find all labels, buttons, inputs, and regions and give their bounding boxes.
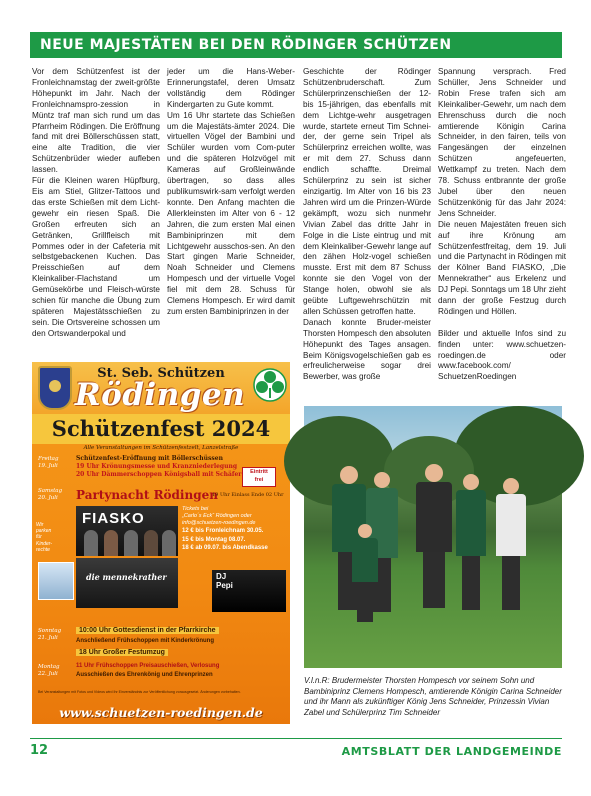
royalty-group-photo	[304, 406, 562, 668]
article-column-4: Spannung versprach. Fred Schüller, Jens Schneider und Robin Frese trafen sich am Kleinkaliber-Gewehr, um nach dem Ehrenschuss durch die noch amtierende Königin Carina Schneider, in den fairen, teils von Fangesängen der einzelnen Schützen angefeuerten, Wettkampf zu treten. Nach dem 78. Schuss entbrannte der große Jubel über den neuen Schützenkönig für das Jahr 2024: Jens Schneider. Die neuen Majestäten freuen sich auf ihre Krönung am Schützenfestfreitag, dem 19. Juli und die Partynacht in Rödingen mit der Kölner Band FIASKO, „Die Mennekrather“ aus Erkelenz und DJ Pepi. Sonntags um 18 Uhr zieht dann der große Festzug durch Rödingen und Höllen. Bilder und aktuelle Infos sind zu finden unter: www.schuetzen-roedingen.de oder www.facebook.com/ SchuetzenRoedingen	[438, 67, 566, 382]
friday-line-2: 19 Uhr Krönungsmesse und Kranzniederlegung	[76, 463, 238, 470]
sunday-line-3: 18 Uhr Großer Festumzug	[76, 649, 168, 656]
band-member	[124, 530, 138, 556]
band-member	[162, 530, 176, 556]
sunday-date: Sonntag 21. Juli	[38, 628, 62, 641]
monday-line-2: Ausschießen des Ehrenkönig und Ehrenprinzen	[76, 672, 213, 678]
club-crest-icon	[38, 366, 72, 410]
charity-image	[38, 562, 74, 600]
poster-fine-print: Bei Veranstaltungen mit Fotos und Videos wird Ihr Einverständnis zur Veröffentlichung vorausgesetzt. Änderungen vorbehalten.	[38, 690, 241, 694]
band-fiasko-label: FIASKO	[82, 510, 145, 527]
poster-town-name: Rödingen	[74, 377, 246, 413]
poster-website: www.schuetzen-roedingen.de	[59, 705, 263, 720]
page-number: 12	[30, 743, 49, 758]
article-headline: NEUE MAJESTÄTEN BEI DEN RÖDINGER SCHÜTZEN	[30, 32, 562, 58]
publication-title: AMTSBLATT DER LANDGEMEINDE	[341, 745, 562, 758]
poster-club-name: St. Seb. Schützen	[97, 366, 225, 381]
band-member	[104, 530, 118, 556]
charity-note: Wir parken für Kinder- rechte	[36, 522, 53, 553]
free-entry-badge: Eintritt frei	[242, 467, 276, 487]
footer-divider	[30, 738, 562, 739]
friday-line-3: 20 Uhr Dämmerschoppen Königsball mit Schäfer	[76, 471, 242, 478]
band-fiasko-image	[76, 506, 178, 556]
monday-line-1: 11 Uhr Frühschoppen Preisauschießen, Verlosung	[76, 663, 220, 669]
sunday-line-2: Anschließend Frühschoppen mit Kinderkrönung	[76, 638, 215, 644]
ticket-price-1: 12 € bis Fronleichnam 30.05.	[182, 528, 264, 534]
poster-subtitle: Alle Veranstaltungen im Schützenfestzelt, Lanzelstraße	[83, 445, 239, 451]
band-mennekrather-image	[76, 558, 178, 608]
sunday-line-1: 10:00 Uhr Gottesdienst in der Pfarrkirche	[76, 627, 219, 634]
photo-caption: V.l.n.R: Brudermeister Thorsten Hompesch vor seinem Sohn und Bambiniprinz Clemens Hompesch, amtierende Königin Carina Schneider und ihr Mann als zukünftiger König Jens Schneider, Prinzessin Vivian Zabel und Schülerprinz Tim Schneider	[304, 676, 565, 717]
ticket-price-2: 15 € bis Montag 08.07.	[182, 536, 246, 543]
dj-pepi-image	[212, 570, 286, 612]
article-column-1: Vor dem Schützenfest ist der Fronleichnamstag der zweit-größte Höhepunkt im Jahr. Nach der Fronleichnamspro-zession in Müntz traf man sich rund um das Pfarrheim Rödingen. Die Eröffnung fand mit drei Böllerschüssen statt, eine alte Tradition, die vier Schützenbrüder wieder aufleben lassen. Für die Kleinen waren Hüpfburg, Eis am Stiel, Glitzer-Tattoos und das erste Schießen mit dem Licht-gewehr ein riesen Spaß. Die Großen erfreuten sich an Getränken, Grillfleisch mit Pommes oder in der Cafeteria mit selbstgebackenen Kuchen. Das Preisschießen auf dem Kleinkaliber-Flachstand um Gemüsekörbe und Fleisch-würste schien für manche die Übung zum späteren Majestätsschießen zu sein. Die Ortsvereine schossen um den Ortswanderpokal und	[32, 67, 160, 338]
ticket-source: Tickets bei „Carlo´s Eck“ Rödingen oder info@schuetzen-roedingen.de	[182, 506, 256, 526]
ticket-price-3: 18 € ab 09.07. bis Abendkasse	[182, 545, 268, 551]
article-column-3: Geschichte der Rödinger Schützenbruderschaft. Zum Schülerprinzenschießen der 12- bis 15-jährigen, das ebenfalls mit dem Lichtge-wehr ausgetragen wurde, startete erneut Tim Schnei-der, der gerne sein Tripel als Schülerprinz erreichen wollte, was er mit dem 27. Schuss dann endlich schaffte. Dreimal Schülerprinz zu sein ist sicher einzigartig. Im Alter von 16 bis 23 Jahren wird um die Prinzen-Würde gekämpft, wozu sich nunmehr Vivian Zabel das dritte Jahr in Folge in die Liste eintrug und mit dem Kleinkaliber-Gewehr lange auf den zähen Holz-vogel schießen musste. Erst mit dem 87 Schuss konnte sie den Vogel von der Stange holen, obwohl sie als geübte Luftgewehrschützin mit allen Schüssen getroffen hatte. Danach konnte Bruder-meister Thorsten Hompesch den absoluten Höhepunkt des Tages ansagen. Beim Königsvogelschießen gab es erfreulicherweise sogar drei Bewerber, was große	[303, 67, 431, 382]
event-poster	[32, 362, 290, 724]
saturday-date: Samstag 20. Juli	[38, 488, 63, 501]
monday-date: Montag 22. Juli	[38, 664, 60, 677]
friday-line-1: Schützenfest-Eröffnung mit Böllerschüssen	[76, 455, 223, 462]
friday-date: Freitag 19. Juli	[38, 456, 59, 469]
band-member	[144, 530, 158, 556]
party-time: 19 Uhr Einlass Ende 02 Uhr	[212, 492, 284, 498]
band-mennekrather-label: die mennekrather	[86, 572, 167, 582]
ticket-info	[182, 506, 286, 568]
article-column-2: jeder um die Hans-Weber-Erinnerungstafel, deren Umsatz vollständig dem Rödinger Kindergarten zu Gute kommt. Um 16 Uhr startete das Schießen um die Majestäts-ämter 2024. Die virtuellen Vögel der Bambini und Schüler wurden vom Com-puter und die späteren Holzvögel mit Kameras auf Großleinwände übertragen, so dass alles publikumswirk-sam verfolgt werden konnte. Den Anfang machten die Allerkleinsten im Alter von 6 - 12 Jahren, die zum ersten Mal einen Bambiniprinzen mit dem Lichtgewehr ausschos-sen. An den Start gingen Marie Schneider, Noah Schneider und Clemens Hompesch und der virtuelle Vogel fiel mit dem 28. Schuss für Clemens Hompesch. Er wird damit zum ersten Bambiniprinzen in der	[167, 67, 295, 316]
band-member	[84, 530, 98, 556]
poster-title: Schützenfest 2024	[32, 414, 290, 444]
shamrock-icon	[253, 368, 287, 402]
dj-pepi-label: DJ Pepi	[216, 572, 233, 590]
party-title: Partynacht Rödingen	[76, 488, 218, 502]
